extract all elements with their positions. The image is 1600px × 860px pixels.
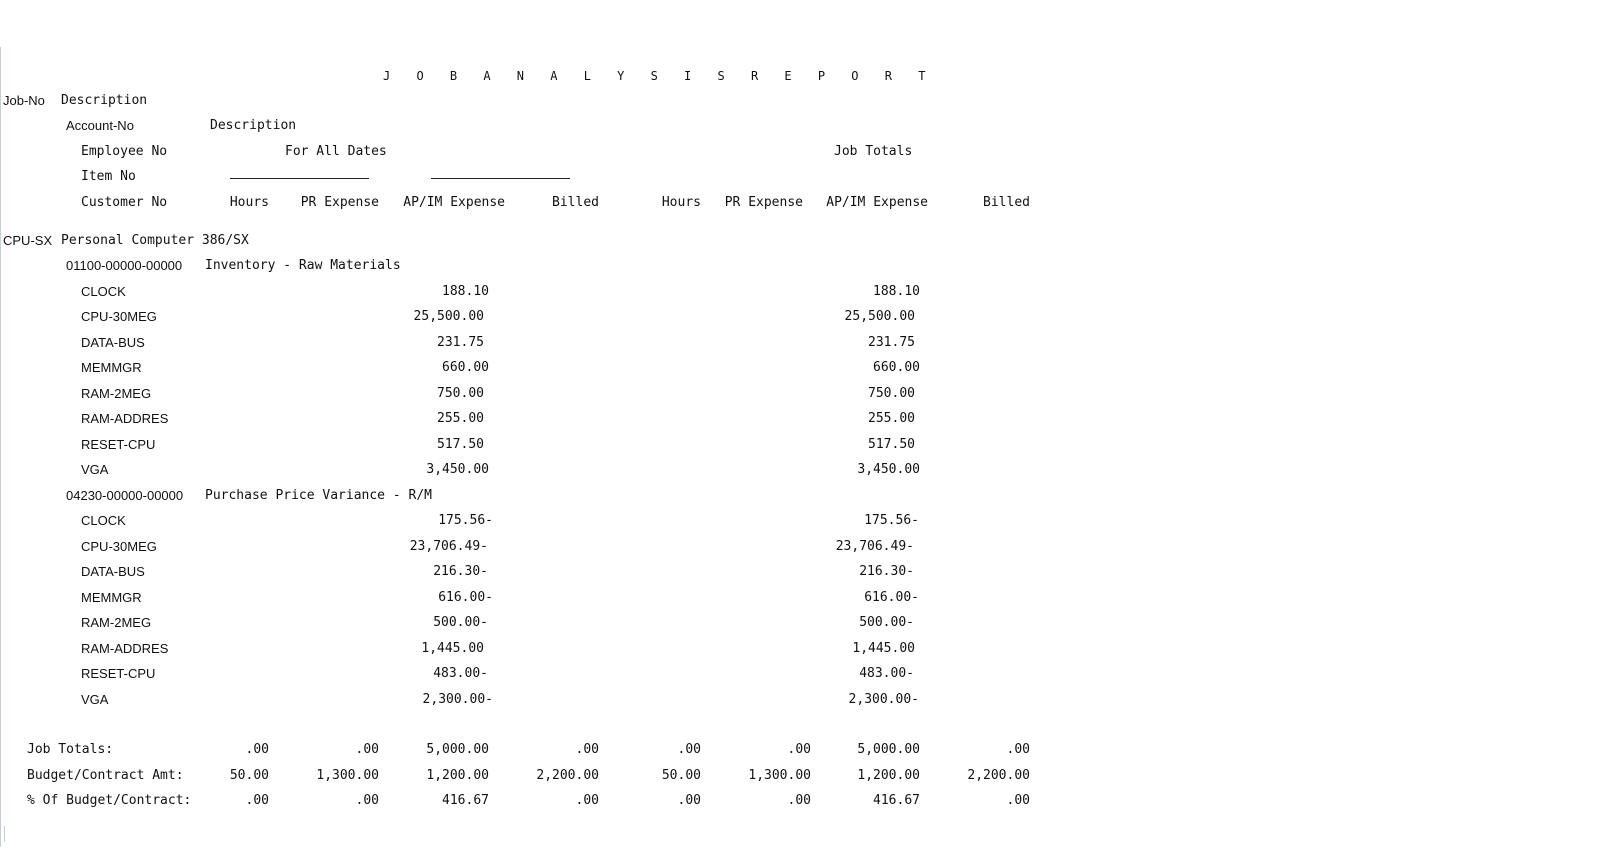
item-no: MEMMGR [81, 590, 142, 605]
total-apim-expense-value: 23,706.49- [835, 539, 914, 554]
item-no: MEMMGR [81, 360, 142, 375]
header-job-totals: Job Totals [834, 144, 913, 159]
item-no: VGA [81, 692, 109, 707]
total-apim-expense-value: 255.00 [868, 411, 915, 426]
apim-expense-value: 660.00 [442, 360, 489, 375]
total-apim-expense-value: 25,500.00 [844, 309, 915, 324]
left-margin-line [0, 47, 1, 847]
apim-expense-value: 3,450.00 [426, 462, 489, 477]
column-header-total-hours: Hours [661, 195, 701, 210]
summary-total-hours: .00 [677, 793, 701, 808]
item-no: RAM-ADDRES [81, 641, 169, 656]
total-apim-expense-value: 3,450.00 [857, 462, 920, 477]
item-no: CPU-30MEG [81, 539, 157, 554]
report-title: J O B A N A L Y S I S R E P O R T [383, 69, 935, 83]
summary-pr-expense: 1,300.00 [316, 768, 379, 783]
left-margin-tick [4, 826, 5, 842]
apim-expense-value: 1,445.00 [421, 641, 484, 656]
total-apim-expense-value: 517.50 [868, 437, 915, 452]
divider-rule [431, 178, 570, 179]
account-number: 04230-00000-00000 [66, 488, 184, 503]
total-apim-expense-value: 231.75 [868, 335, 915, 350]
summary-hours: .00 [245, 742, 269, 757]
account-number: 01100-00000-00000 [66, 258, 183, 273]
item-no: DATA-BUS [81, 564, 145, 579]
summary-total-billed: 2,200.00 [967, 768, 1030, 783]
total-apim-expense-value: 660.00 [873, 360, 920, 375]
header-customer-no: Customer No [81, 195, 168, 210]
summary-apim-expense: 1,200.00 [426, 768, 489, 783]
summary-hours: 50.00 [229, 768, 269, 783]
summary-pr-expense: .00 [355, 742, 379, 757]
header-description: Description [61, 93, 148, 108]
apim-expense-value: 216.30- [433, 564, 488, 579]
summary-apim-expense: 5,000.00 [426, 742, 489, 757]
account-description: Inventory - Raw Materials [205, 258, 401, 273]
apim-expense-value: 175.56- [438, 513, 493, 528]
summary-total-hours: 50.00 [661, 768, 701, 783]
summary-total-billed: .00 [1006, 742, 1030, 757]
total-apim-expense-value: 175.56- [864, 513, 919, 528]
summary-total-apim-expense: 5,000.00 [857, 742, 920, 757]
summary-billed: .00 [575, 742, 599, 757]
total-apim-expense-value: 188.10 [873, 284, 920, 299]
apim-expense-value: 23,706.49- [409, 539, 488, 554]
column-header-total-apim-expense: AP/IM Expense [826, 195, 928, 210]
item-no: RAM-ADDRES [81, 411, 169, 426]
column-header-pr-expense: PR Expense [300, 195, 379, 210]
account-description: Purchase Price Variance - R/M [205, 488, 432, 503]
item-no: CPU-30MEG [81, 309, 157, 324]
job-description: Personal Computer 386/SX [61, 233, 249, 248]
summary-total-apim-expense: 1,200.00 [857, 768, 920, 783]
total-apim-expense-value: 216.30- [859, 564, 914, 579]
summary-label-budget-contract: Budget/Contract Amt: [27, 768, 184, 783]
summary-total-hours: .00 [677, 742, 701, 757]
header-item-no: Item No [81, 169, 136, 184]
header-account-description: Description [210, 118, 297, 133]
apim-expense-value: 255.00 [437, 411, 484, 426]
total-apim-expense-value: 750.00 [868, 386, 915, 401]
summary-apim-expense: 416.67 [442, 793, 489, 808]
item-no: DATA-BUS [81, 335, 145, 350]
summary-hours: .00 [245, 793, 269, 808]
column-header-billed: Billed [552, 195, 599, 210]
divider-rule [230, 178, 369, 179]
column-header-apim-expense: AP/IM Expense [403, 195, 505, 210]
apim-expense-value: 517.50 [437, 437, 484, 452]
item-no: RESET-CPU [81, 437, 156, 452]
item-no: RAM-2MEG [81, 386, 152, 401]
apim-expense-value: 25,500.00 [413, 309, 484, 324]
column-header-hours: Hours [229, 195, 269, 210]
summary-billed: .00 [575, 793, 599, 808]
summary-pr-expense: .00 [355, 793, 379, 808]
total-apim-expense-value: 2,300.00- [848, 692, 919, 707]
item-no: CLOCK [81, 513, 126, 528]
summary-total-apim-expense: 416.67 [873, 793, 920, 808]
item-no: RAM-2MEG [81, 615, 152, 630]
summary-total-pr-expense: 1,300.00 [748, 768, 811, 783]
summary-billed: 2,200.00 [536, 768, 599, 783]
total-apim-expense-value: 483.00- [859, 666, 914, 681]
header-employee-no: Employee No [81, 144, 168, 159]
apim-expense-value: 750.00 [437, 386, 484, 401]
header-job-no: Job-No [3, 93, 45, 108]
apim-expense-value: 483.00- [433, 666, 488, 681]
item-no: VGA [81, 462, 109, 477]
apim-expense-value: 616.00- [438, 590, 493, 605]
summary-label-percent-of-budget: % Of Budget/Contract: [27, 793, 192, 808]
column-header-total-billed: Billed [983, 195, 1030, 210]
apim-expense-value: 231.75 [437, 335, 484, 350]
summary-total-pr-expense: .00 [787, 742, 811, 757]
item-no: CLOCK [81, 284, 126, 299]
summary-total-pr-expense: .00 [787, 793, 811, 808]
apim-expense-value: 188.10 [442, 284, 489, 299]
column-header-total-pr-expense: PR Expense [724, 195, 803, 210]
header-for-all-dates: For All Dates [285, 144, 387, 159]
apim-expense-value: 500.00- [433, 615, 488, 630]
total-apim-expense-value: 500.00- [859, 615, 914, 630]
total-apim-expense-value: 616.00- [864, 590, 919, 605]
header-account-no: Account-No [66, 118, 134, 133]
total-apim-expense-value: 1,445.00 [852, 641, 915, 656]
apim-expense-value: 2,300.00- [422, 692, 493, 707]
job-number: CPU-SX [3, 233, 53, 248]
summary-total-billed: .00 [1006, 793, 1030, 808]
item-no: RESET-CPU [81, 666, 156, 681]
summary-label-job-totals: Job Totals: [27, 742, 114, 757]
